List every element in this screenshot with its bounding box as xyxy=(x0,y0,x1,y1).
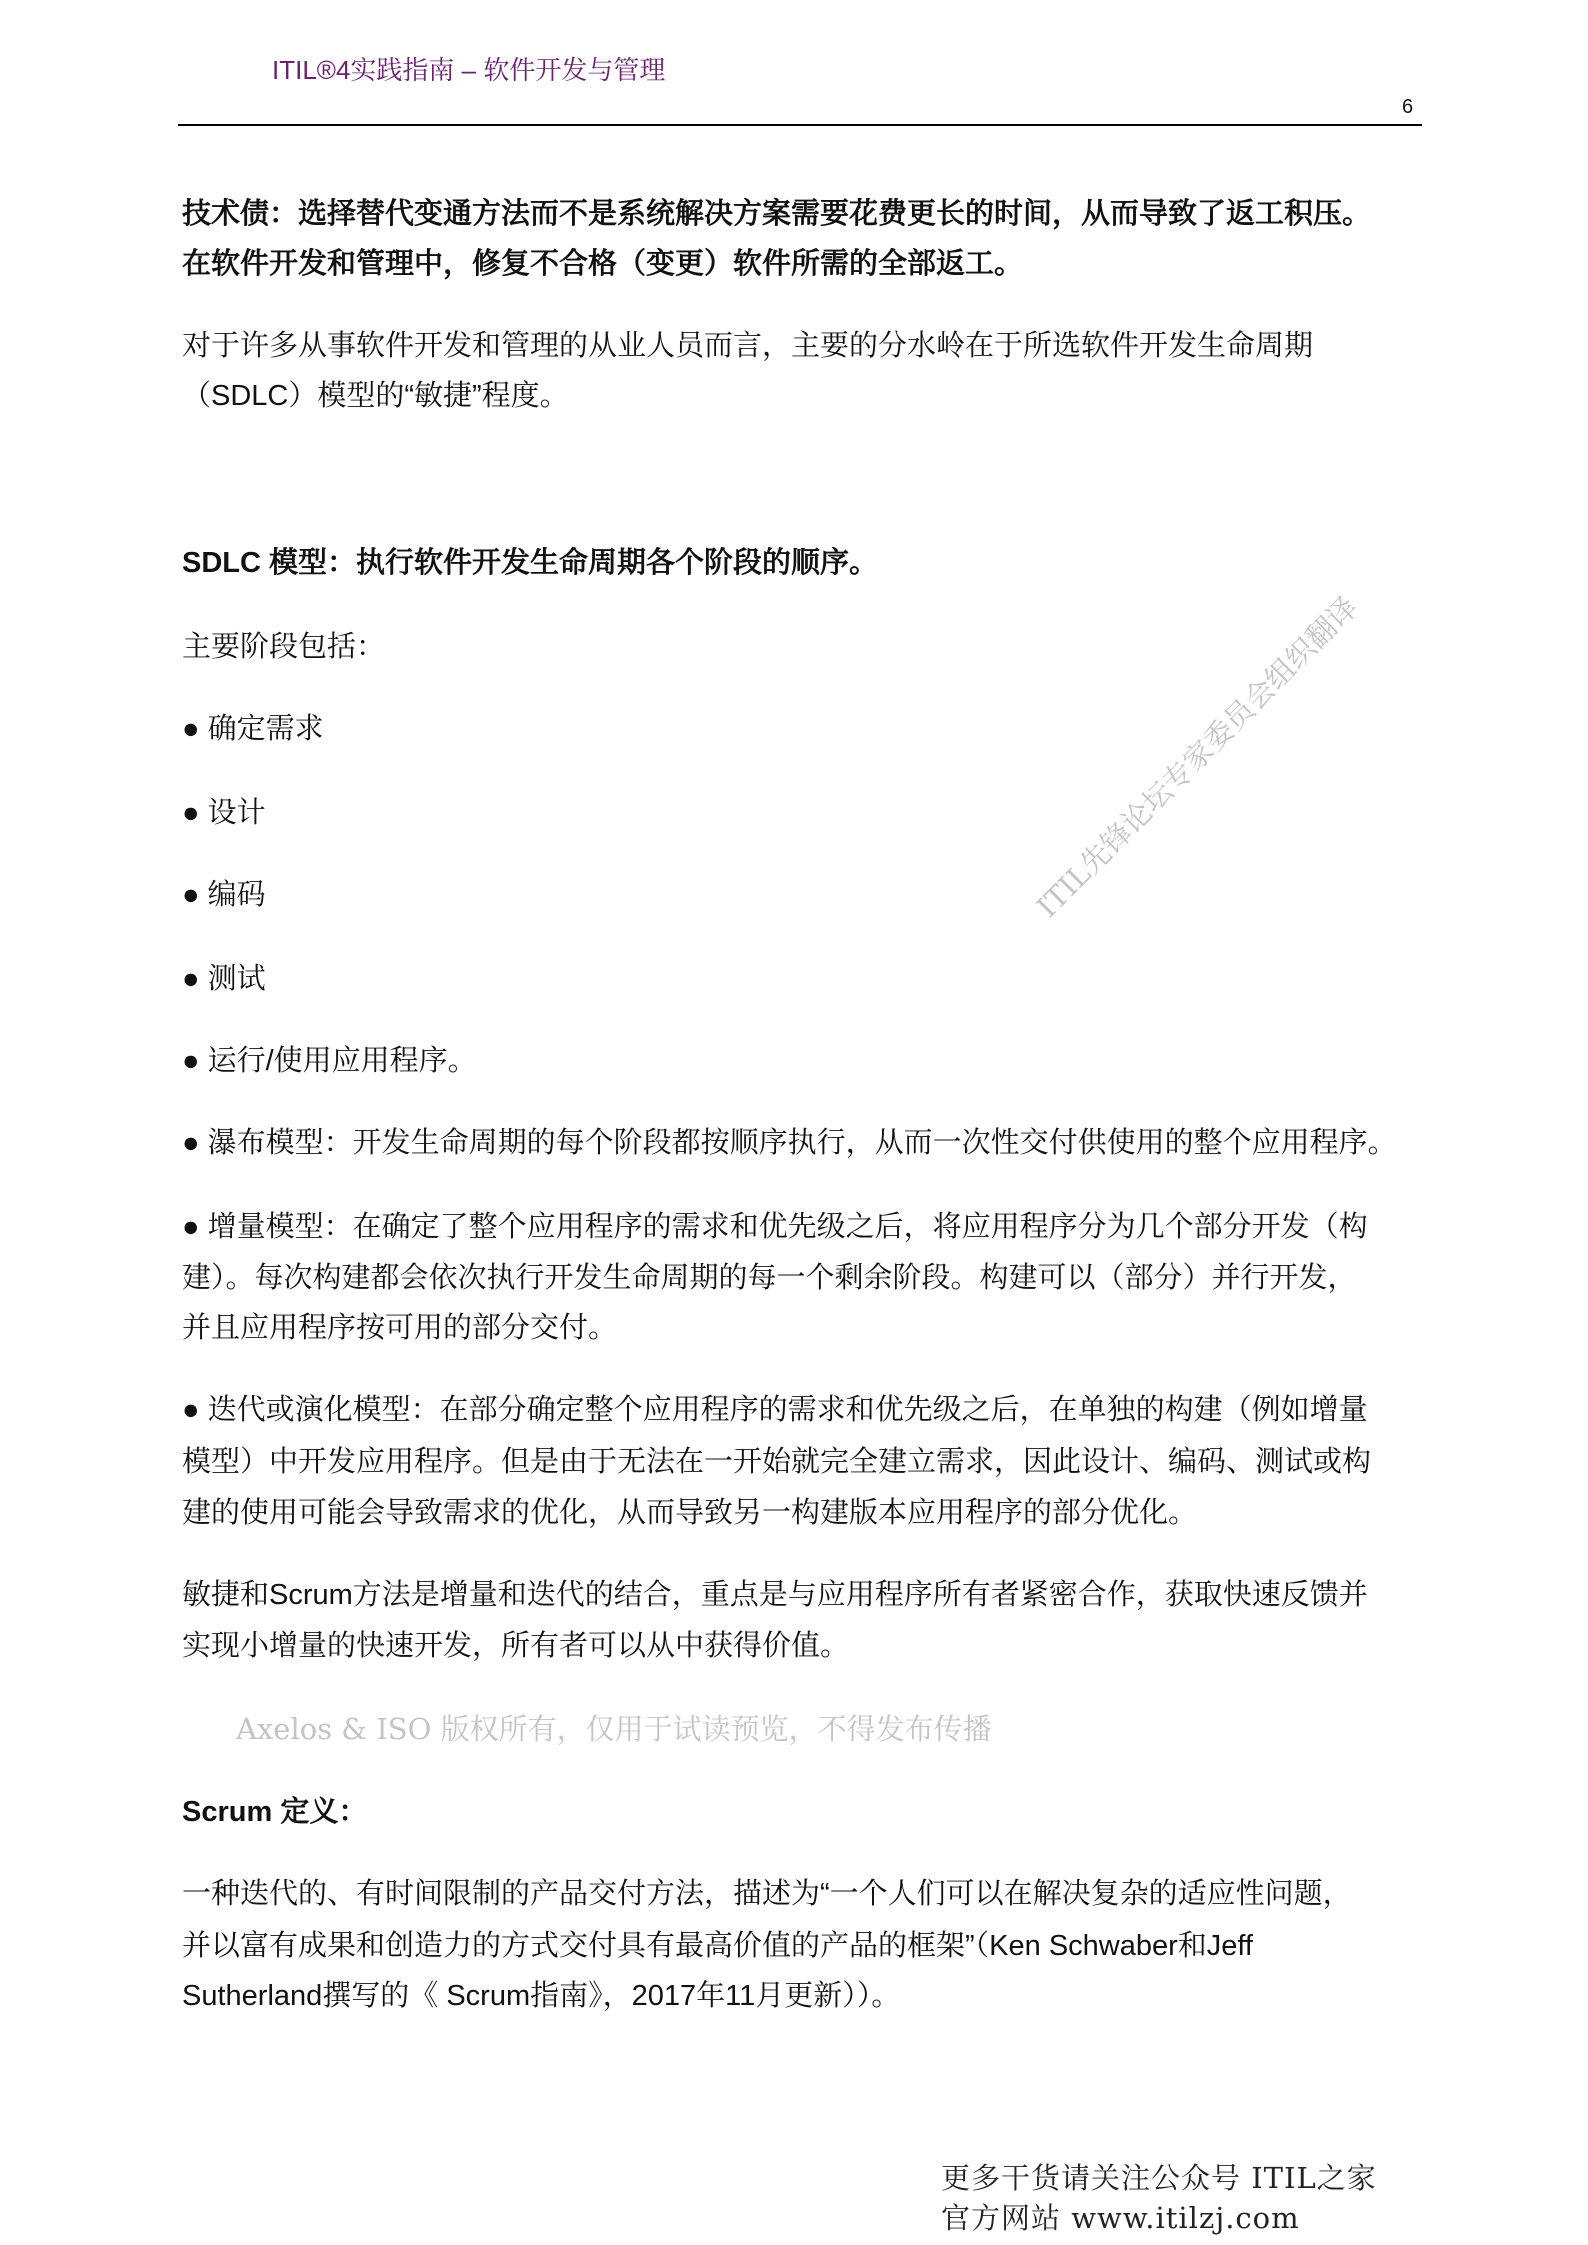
sdlc-heading: SDLC 模型：执行软件开发生命周期各个阶段的顺序。 xyxy=(182,547,879,579)
scrum-heading: Scrum 定义： xyxy=(182,1796,368,1828)
footer-website: 官方网站 www.itilzj.com xyxy=(941,2201,1300,2235)
watermark-translation: ITIL先锋论坛专家委员会组织翻译 xyxy=(1030,589,1365,925)
incremental-model: 并且应用程序按可用的部分交付。 xyxy=(182,1312,618,1344)
tech-debt-definition: 在软件开发和管理中，修复不合格（变更）软件所需的全部返工。 xyxy=(182,248,1024,280)
list-item: ● 测试 xyxy=(182,963,266,995)
footer-wechat: 更多干货请关注公众号 ITIL之家 xyxy=(941,2161,1377,2195)
tech-debt-definition: 技术债：选择替代变通方法而不是系统解决方案需要花费更长的时间，从而导致了返工积压。 xyxy=(182,198,1372,230)
scrum-definition: Sutherland撰写的《 Scrum指南》，2017年11月更新））。 xyxy=(182,1980,901,2012)
list-item: ● 设计 xyxy=(182,797,266,829)
scrum-definition: 一种迭代的、有时间限制的产品交付方法，描述为“一个人们可以在解决复杂的适应性问题， xyxy=(182,1878,1352,1910)
agile-paragraph: 敏捷和Scrum方法是增量和迭代的结合，重点是与应用程序所有者紧密合作，获取快速反馈并 xyxy=(182,1579,1368,1611)
list-item: ● 确定需求 xyxy=(182,713,324,745)
running-header: ITIL®4实践指南 – 软件开发与管理 xyxy=(272,55,666,85)
incremental-model: ● 增量模型：在确定了整个应用程序的需求和优先级之后，将应用程序分为几个部分开发（构 xyxy=(182,1211,1368,1243)
list-item: ● 编码 xyxy=(182,879,266,911)
stages-label: 主要阶段包括： xyxy=(182,631,386,663)
iterative-model: 模型）中开发应用程序。但是由于无法在一开始就完全建立需求，因此设计、编码、测试或构 xyxy=(182,1446,1372,1478)
scrum-definition: 并以富有成果和创造力的方式交付具有最高价值的产品的框架”（Ken Schwaber和Jeff xyxy=(182,1930,1253,1962)
waterfall-model: ● 瀑布模型：开发生命周期的每个阶段都按顺序执行，从而一次性交付供使用的整个应用程序。 xyxy=(182,1127,1397,1159)
agile-paragraph: 实现小增量的快速开发，所有者可以从中获得价值。 xyxy=(182,1630,850,1662)
watermark-copyright: Axelos & ISO 版权所有，仅用于试读预览，不得发布传播 xyxy=(236,1712,992,1746)
list-item: ● 运行/使用应用程序。 xyxy=(182,1045,477,1077)
incremental-model: 建）。每次构建都会依次执行开发生命周期的每一个剩余阶段。构建可以（部分）并行开发， xyxy=(182,1262,1357,1294)
header-rule xyxy=(178,124,1422,126)
iterative-model: 建的使用可能会导致需求的优化，从而导致另一构建版本应用程序的部分优化。 xyxy=(182,1497,1198,1529)
intro-paragraph: 对于许多从事软件开发和管理的从业人员而言，主要的分水岭在于所选软件开发生命周期 xyxy=(182,330,1314,362)
iterative-model: ● 迭代或演化模型：在部分确定整个应用程序的需求和优先级之后，在单独的构建（例如增量 xyxy=(182,1394,1368,1426)
page-number: 6 xyxy=(1402,96,1414,118)
intro-paragraph: （SDLC）模型的“敏捷”程度。 xyxy=(182,380,569,412)
